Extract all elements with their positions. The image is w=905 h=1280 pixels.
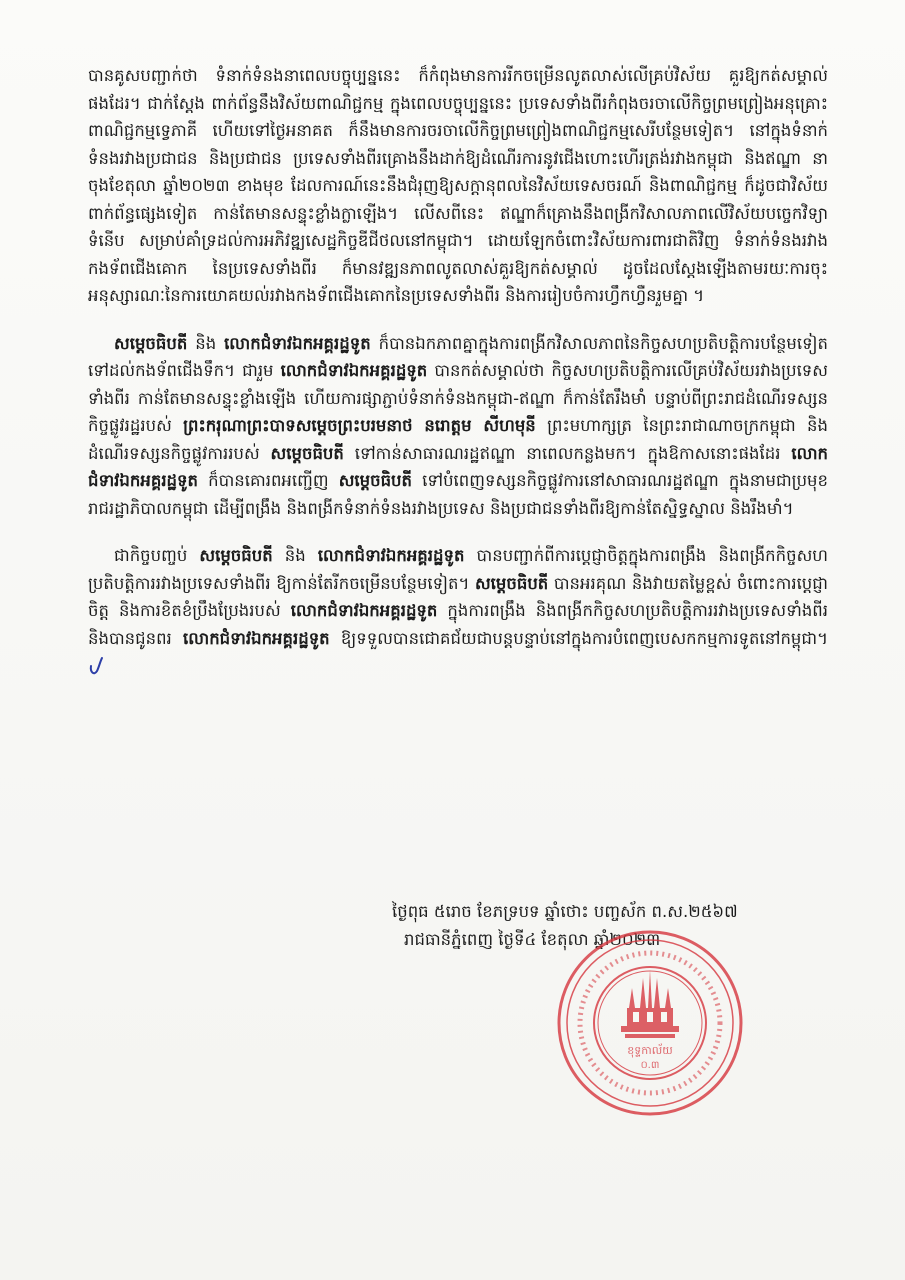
text-run: ក៏បានឯកភាពគ្នាក្នុងការពង្រីកវិសាលភាពនៃកិច្ចសហប្រតិបត្តិការបន្ថែមទៀតទៅដល់កងទ័ពជើងទឹក។ ជារួម — [88, 333, 828, 380]
name-prime-minister: សម្តេចធិបតី — [199, 546, 273, 565]
handwritten-tick-icon — [88, 656, 104, 678]
paragraph-1-text: បានគូសបញ្ជាក់ថា ទំនាក់ទំនងនាពេលបច្ចុប្បន្ននេះ ក៏កំពុងមានការរីកចម្រើនលូតលាស់លើគ្រប់វិស័យ គួរឱ្យកត់សម្គាល់ផងដែរ។ ជាក់ស្តែង ពាក់ព័ន្ធនឹងវិស័យពាណិជ្ជកម្ម ក្នុងពេលបច្ចុប្បន្ននេះ ប្រទេសទាំងពីរកំពុងចរចាលើកិច្ចព្រមព្រៀងអនុគ្រោះពាណិជ្ជកម្មទ្វេភាគី ហើយទៅថ្ងៃអនាគត ក៏នឹងមានការចរចាលើកិច្ចព្រមព្រៀងពាណិជ្ជកម្មសេរីបន្ថែមទៀត។ នៅក្នុងទំនាក់ទំនងរវាងប្រជាជន និងប្រជាជន ប្រទេសទាំងពីរគ្រោងនឹងដាក់ឱ្យដំណើរការនូវជើងហោះហើរត្រង់រវាងកម្ពុជា និងឥណ្ឌា នាចុងខែតុលា ឆ្នាំ២០២៣ ខាងមុខ ដែលការណ៍នេះនឹងជំរុញឱ្យសក្តានុពលនៃវិស័យទេសចរណ៍ និងពាណិជ្ជកម្ម ក៏ដូចជាវិស័យពាក់ព័ន្ធផ្សេងទៀត កាន់តែមានសន្ទុះខ្លាំងក្លាឡើង។ លើសពីនេះ ឥណ្ឌាក៏គ្រោងនឹងពង្រីកវិសាលភាពលើវិស័យបច្ចេកវិទ្យាទំនើប សម្រាប់គាំទ្រដល់ការអភិវឌ្ឍសេដ្ឋកិច្ចឌីជីថលនៅកម្ពុជា។ ដោយឡែកចំពោះវិស័យការពារជាតិវិញ ទំនាក់ទំនងរវាងកងទ័ពជើងគោក នៃប្រទេសទាំងពីរ ក៏មានវឌ្ឍនភាពលូតលាស់គួរឱ្យកត់សម្គាល់ ដូចដែលស្តែងឡើងតាមរយៈការចុះអនុស្សារណៈនៃការយោគយល់រវាងកងទ័ពជើងគោកនៃប្រទេសទាំងពីរ និងការរៀបចំការហ្វឹកហ្វឺនរួមគ្នា ។ — [88, 66, 828, 305]
name-prime-minister: សម្តេចធិបតី — [338, 471, 413, 490]
name-ambassador: លោកជំទាវឯកអគ្គរដ្ឋទូត — [280, 361, 428, 380]
text-run: និង — [187, 333, 225, 353]
text-run: និង — [272, 546, 318, 565]
name-ambassador: លោកជំទាវឯកអគ្គរដ្ឋទូត — [290, 601, 438, 620]
text-run: បានអរគុណ និងវាយតម្លៃខ្ពស់ ចំពោះការប្តេជ្ញាចិត្ត និងការខិតខំប្រឹងប្រែងរបស់ — [88, 573, 828, 620]
name-prime-minister: សម្តេចធិបតី — [474, 573, 549, 593]
text-run: ក្នុងការពង្រឹង និងពង្រីកកិច្ចសហប្រតិបត្តិការរវាងប្រទេសទាំងពីរ និងបានជូនពរ — [88, 601, 829, 648]
text-run: ព្រះមហាក្សត្រ នៃព្រះរាជាណាចក្រកម្ពុជា និងដំណើរទស្សនកិច្ចផ្លូវការរបស់ — [88, 416, 828, 463]
name-ambassador: លោកជំទាវឯកអគ្គរដ្ឋទូត — [317, 546, 465, 565]
text-run: ទៅកាន់សាធារណរដ្ឋឥណ្ឌា នាពេលកន្លងមក។ ក្នុងឱកាសនោះផងដែរ — [343, 443, 792, 463]
text-run: ឱ្យទទួលបានជោគជ័យជាបន្តបន្ទាប់នៅក្នុងការបំពេញបេសកកម្មការទូតនៅកម្ពុជា។ — [329, 628, 828, 648]
text-run: បានបញ្ជាក់ពីការប្តេជ្ញាចិត្តក្នុងការពង្រឹង និងពង្រីកកិច្ចសហប្រតិបត្តិការរវាងប្រទេសទាំងពីរ ឱ្យកាន់តែរីកចម្រើនបន្ថែមទៀត។ — [88, 546, 829, 593]
seal-number: ០.៣ — [640, 1060, 660, 1071]
svg-text:ខុទ្ទកាល័យ: ខុទ្ទកាល័យ — [627, 1044, 673, 1057]
name-prime-minister: សម្តេចធិបតី — [270, 443, 344, 463]
text-run: ទៅបំពេញទស្សនកិច្ចផ្លូវការនៅសាធារណរដ្ឋឥណ្ឌា ក្នុងនាមជាប្រមុខរាជរដ្ឋាភិបាលកម្ពុជា ដើម្បីពង្រឹង និងពង្រីកទំនាក់ទំនងរវាងប្រទេស និងប្រជាជនទាំងពីរឱ្យកាន់តែស្និទ្ធស្នាល និងរឹងមាំ។ — [88, 471, 829, 518]
name-ambassador: លោកជំទាវឯកអគ្គរដ្ឋទូត — [183, 628, 330, 648]
paragraph-1 — [88, 62, 828, 310]
lunar-date-line: ថ្ងៃពុធ ៥រោច ខែភទ្របទ ឆ្នាំថោះ បញ្ចស័ក ព.ស.២៥៦៧ — [392, 902, 738, 921]
text-run: ជាកិច្ចបញ្ចប់ — [114, 546, 200, 565]
document-body — [88, 62, 828, 700]
place-date-line: រាជធានីភ្នំពេញ ថ្ងៃទី៤ ខែតុលា ឆ្នាំ២០២៣ — [404, 930, 661, 949]
name-ambassador: លោកជំទាវឯកអគ្គរដ្ឋទូត — [88, 443, 828, 490]
name-ambassador: លោកជំទាវឯកអគ្គរដ្ឋទូត — [224, 333, 371, 353]
text-run: បានកត់សម្គាល់ថា កិច្ចសហប្រតិបត្តិការលើគ្រប់វិស័យរវាងប្រទេសទាំងពីរ កាន់តែមានសន្ទុះខ្លាំងឡើង ហើយការផ្សាភ្ជាប់ទំនាក់ទំនងកម្ពុជា-ឥណ្ឌា ក៏កាន់តែរឹងមាំ បន្ទាប់ពីព្រះរាជដំណើរទស្សនកិច្ចផ្លូវរដ្ឋរបស់ — [88, 361, 828, 435]
text-run: ក៏បានគោរពអញ្ជើញ — [197, 471, 339, 490]
name-prime-minister: សម្តេចធិបតី — [114, 333, 188, 353]
official-seal-icon — [555, 928, 745, 1118]
paragraph-2 — [88, 330, 828, 523]
paragraph-3 — [88, 542, 828, 680]
name-king: ព្រះករុណាព្រះបាទសម្តេចព្រះបរមនាថ នរោត្តម សីហមុនី — [183, 416, 536, 435]
